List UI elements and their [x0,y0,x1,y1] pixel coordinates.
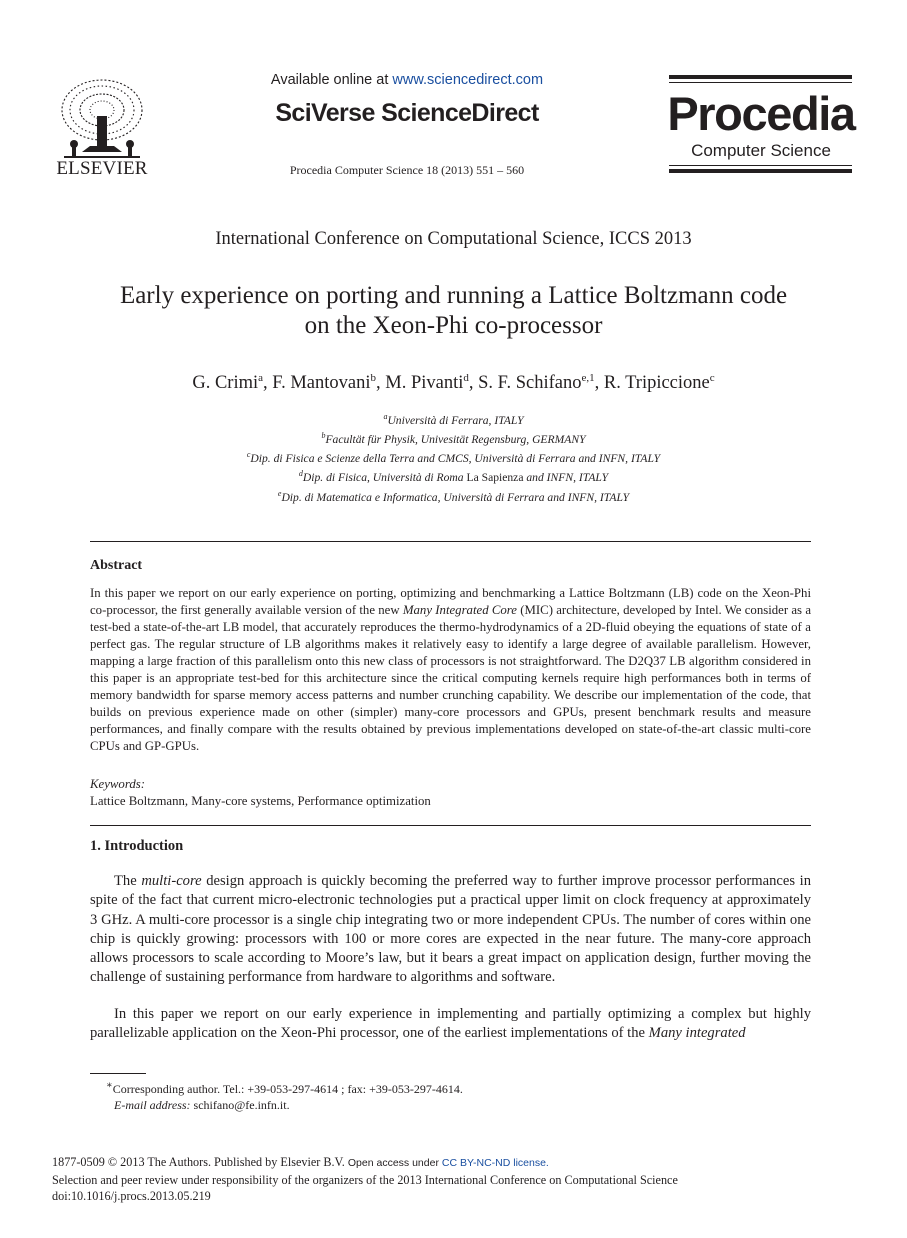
procedia-top-rule [669,75,852,79]
abstract-body [90,585,811,755]
author-affiliation-mark: d [463,372,469,384]
introduction-paragraph [90,1005,811,1044]
footnote-text: Corresponding author. Tel.: +39-053-297-4614 ; fax: +39-053-297-4614. [112,1082,463,1096]
author-name: R. Tripiccione [603,373,710,394]
license-link[interactable]: CC BY-NC-ND license. [441,1157,549,1169]
paper-title [60,281,847,341]
author-affiliation-mark: a [258,372,264,384]
paragraph-emphasis: Many integrated [648,1025,746,1042]
paper-title-line-1: Early experience on porting and running a Lattice Boltzmann code [119,282,788,309]
abstract-text: In this paper we report on our early experience on porting, optimizing and benchmarking a Lattice Boltzmann (LB) code on the Xeon-Phi co-processor, the first generally available version of the new [90,586,811,617]
affiliation-item [60,428,847,447]
affiliation-mark: c [246,450,251,460]
paper-title-line-2: on the Xeon-Phi co-processor [304,312,603,339]
paragraph-text: The [114,873,142,889]
section-heading-introduction: 1. Introduction [90,838,184,854]
introduction-paragraph [90,872,811,988]
abstract-bottom-rule [90,825,811,826]
author-name: M. Pivanti [385,373,464,394]
author-affiliation-mark: e,1 [581,372,595,384]
affiliation-mark: b [321,431,326,441]
footnote-corresponding-author [90,1078,811,1097]
paragraph-emphasis: multi-core [141,873,202,889]
available-online-line [240,72,574,88]
affiliation-item [60,486,847,505]
author-affiliation-mark: c [709,372,715,384]
footer-copyright-line [52,1154,852,1172]
footer-open-access: Open access under [347,1157,442,1169]
keywords-label: Keywords: [90,777,145,791]
footnote-email-address: schifano@fe.infn.it. [190,1098,290,1112]
procedia-bottom-thin-rule [669,165,852,166]
affiliation-item [60,466,847,485]
affiliation-mark: e [277,488,282,498]
author-name: F. Mantovani [272,373,371,394]
affiliation-item [60,409,847,428]
elsevier-logo-text: ELSEVIER [56,158,148,179]
procedia-subtitle: Computer Science [691,141,831,160]
affiliation-text: Dip. di Matematica e Informatica, Università di Ferrara and INFN, ITALY [281,490,630,504]
affiliation-text: and INFN, ITALY [523,471,609,485]
footnote-mark: ∗ [106,1080,113,1091]
paragraph-text: design approach is quickly becoming the preferred way to further improve processor performances in spite of the fact that current micro-electronic technologies put a practical upper limit on clock frequency at approximately 3 GHz. A multi-core processor is a single chip integrating two or more independent CPUs. The number of cores within one chip is quickly growing: processors with 100 or more cores are expected in the near future. The many-core approach allows processors to scale according to Moore’s law, but it bears a great impact on application design, further moving the challenge of sustaining performance from hardware to algorithms and software. [90,873,812,986]
available-online-prefix: Available online at [270,72,393,88]
abstract-emphasis: Many Integrated Core [402,603,517,617]
affiliation-mark: a [383,412,388,421]
affiliation-mark: d [298,469,303,479]
author-affiliation-mark: b [370,372,376,384]
conference-name: International Conference on Computational Science, ICCS 2013 [215,229,692,249]
footer-doi: doi:10.1016/j.procs.2013.05.219 [52,1189,211,1203]
affiliation-text-upright: La Sapienza [466,471,524,485]
affiliation-item [60,447,847,466]
footnote-email [90,1097,811,1113]
procedia-bottom-rule [669,169,852,173]
footnote [90,1078,811,1113]
affiliation-text: Università di Ferrara, ITALY [387,413,524,427]
footnote-rule [90,1073,146,1074]
abstract-top-rule [90,541,811,542]
affiliation-text: Facultät für Physik, Univesität Regensburg, GERMANY [325,433,586,447]
footer-peer-review: Selection and peer review under responsibility of the organizers of the 2013 International Conference on Computational Science [52,1172,678,1187]
affiliation-text: Dip. di Fisica, Università di Roma [302,471,467,485]
author-name: G. Crimi [192,373,259,394]
author-name: S. F. Schifano [478,373,582,394]
author-list: G. Crimi$^a$, F. Mantovani$^b$, M. Pivanti$^d$, S. F. Schifano$^{e,1}$, R. Tripiccione$^c$ [192,372,715,394]
footer-copyright: 1877-0509 © 2013 The Authors. Published by Elsevier B.V. [52,1155,348,1169]
journal-reference: Procedia Computer Science 18 (2013) 551 – 560 [289,163,525,177]
affiliation-text: Dip. di Fisica e Scienze della Terra and CMCS, Università di Ferrara and INFN, ITALY [250,452,661,466]
page-footer [52,1154,852,1205]
keywords-list: Lattice Boltzmann, Many-core systems, Performance optimization [90,794,431,808]
paragraph-text: In this paper we report on our early experience in implementing and partially optimizing a complex but highly parallelizable application on the Xeon-Phi processor, one of the earliest implementations of the [90,1006,811,1042]
abstract-text: (MIC) architecture, developed by Intel. We consider as a test-bed a state-of-the-art LB model, that accurately reproduces the thermo-hydrodynamics of a 2D-fluid obeying the equations of state of a perfect gas. The regular structure of LB algorithms makes it relatively easy to identify a large degree of available parallelism. However, mapping a large fraction of this parallelism onto this new class of processors is not straightforward. The D2Q37 LB algorithm considered in this paper is an appropriate test-bed for this architecture since the critical computing kernels require high performances both in terms of memory bandwidth for sparse memory access patterns and number crunching capability. We describe our implementation of the code, that builds on previous experience made on other (simpler) many-core processors and GPUs, present benchmark results and measure performances, and finally compare with the results obtained by previous implementations developed on state-of-the-art classic multi-core CPUs and GP-GPUs. [90,603,811,753]
sciverse-sciencedirect-wordmark: SciVerse ScienceDirect [275,99,539,127]
procedia-top-thin-rule [669,82,852,83]
footnote-email-label: E-mail address: [114,1098,191,1112]
affiliation-list [60,409,847,505]
abstract-heading: Abstract [90,558,143,573]
procedia-wordmark: Procedia [667,87,855,140]
sciencedirect-link[interactable]: www.sciencedirect.com [392,72,544,88]
